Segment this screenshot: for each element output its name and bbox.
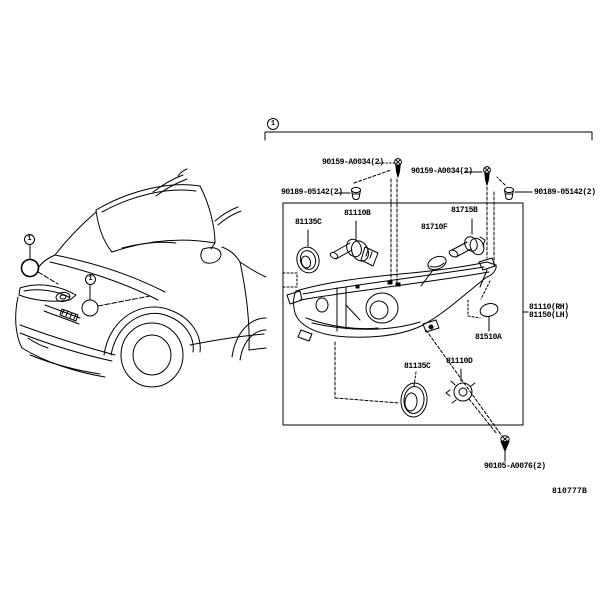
callout-number-lamp: 1: [85, 274, 96, 285]
headlamp-bulb-drawing: [329, 221, 378, 266]
part-label-cap: 81510A: [475, 333, 502, 342]
part-label-socket: 81110D: [446, 357, 473, 366]
figure-code: 810777B: [552, 487, 588, 496]
grommet-icon-left: [352, 187, 361, 199]
seal-ring-top-drawing: [294, 230, 322, 275]
part-label-assy-rh: 81110(RH): [529, 303, 569, 312]
seal-ring-bottom-drawing: [335, 342, 429, 418]
part-label-screw-bottom: 90105-A0076(2): [484, 462, 546, 471]
part-label-screw-a-right: 90159-A0034(2): [411, 167, 473, 176]
socket-drawing: [446, 369, 497, 434]
part-label-clip-left: 90189-05142(2): [281, 188, 343, 197]
callout-number-hood: 1: [24, 234, 35, 245]
part-label-seal-top: 81135C: [295, 218, 322, 227]
part-label-cover: 81710F: [421, 223, 448, 232]
part-label-clip-right: 90189-05142(2): [534, 188, 596, 197]
cord-cover-drawing: [421, 254, 448, 286]
part-label-assy-lh: 81150(LH): [529, 311, 569, 320]
signal-bulb-drawing: [448, 219, 486, 258]
part-label-bulb-signal: 81715B: [451, 206, 478, 215]
bottom-leader-dashed: [426, 330, 502, 436]
callout-bracket: [265, 132, 592, 140]
grommet-icon-right: [505, 187, 514, 199]
callout-number-main: 1: [267, 118, 279, 130]
part-label-screw-a-left: 90159-A0034(2): [322, 158, 384, 167]
car-illustration: [16, 169, 266, 387]
part-label-seal-bottom: 81135C: [404, 362, 431, 371]
screw-icon-top-right: [484, 167, 491, 185]
screw-icon-top-left: [395, 159, 402, 177]
part-label-bulb-top: 81110B: [344, 209, 371, 218]
screw-icon-bottom: [501, 436, 509, 461]
